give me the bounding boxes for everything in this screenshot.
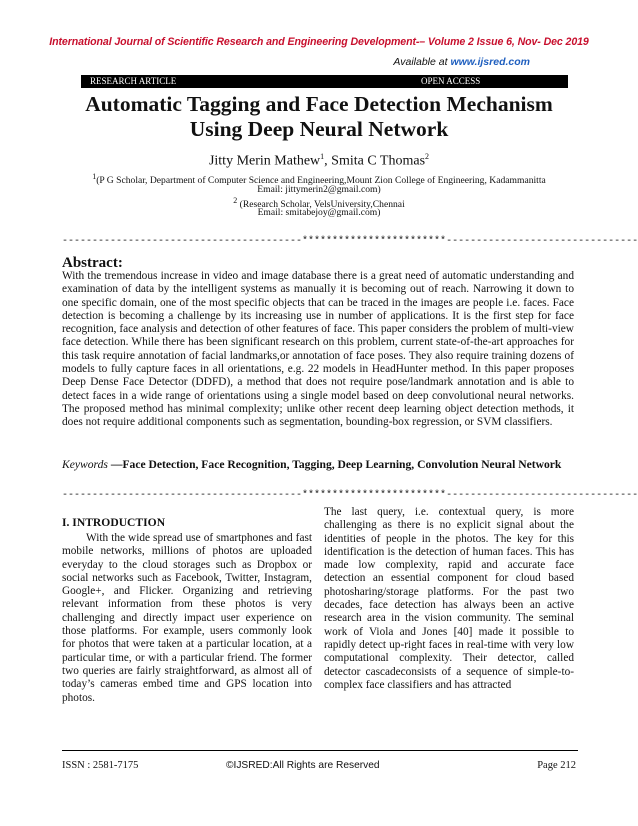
journal-header: International Journal of Scientific Research and Engineering Development-– Volume 2 Issue 6, Nov- Dec 2019 bbox=[49, 36, 589, 48]
intro-right-column bbox=[324, 506, 574, 692]
intro-left-column bbox=[62, 532, 312, 705]
separator-bottom: ----------------------------------------************************-------------------------------- bbox=[62, 490, 638, 501]
author-2: , Smita C Thomas bbox=[324, 153, 426, 169]
available-prefix: Available at bbox=[393, 56, 451, 68]
author-2-sup: 2 bbox=[425, 152, 430, 161]
keywords-list: —Face Detection, Face Recognition, Tagging, Deep Learning, Convolution Neural Network bbox=[107, 458, 562, 471]
footer-rule bbox=[62, 750, 578, 751]
paper-title bbox=[40, 92, 598, 142]
keywords-label: Keywords bbox=[62, 458, 108, 471]
authors bbox=[0, 152, 638, 170]
title-line-1: Automatic Tagging and Face Detection Mechanism bbox=[85, 92, 553, 116]
aff-2-sup: 2 bbox=[233, 196, 238, 205]
access-type: OPEN ACCESS bbox=[421, 76, 481, 86]
footer-page: Page 212 bbox=[537, 760, 576, 771]
author-1: Jitty Merin Mathew bbox=[208, 153, 321, 169]
separator-top: ----------------------------------------************************-------------------------------- bbox=[62, 236, 638, 247]
affiliation-1-email: Email: jittymerin2@gmail.com) bbox=[257, 184, 381, 195]
journal-link[interactable]: www.ijsred.com bbox=[450, 56, 530, 68]
aff-1-sup: 1 bbox=[92, 172, 97, 181]
intro-left-paragraph: With the wide spread use of smartphones and fast mobile networks, millions of photos are uploaded everyday to the cloud storages such as Dropbox or social networks such as Facebook, Twitter, Instagram, Google+, and Flicker. Organizing and retrieving relevant information from these photos is very challenging and directly impact user experience on those platforms. For example, users commonly look for photos that were taken at a particular location, at a particular time, or with a particular friend. The former two queries are fairly straightforward, as almost all of today’s cameras embed time and GPS location into photos. bbox=[62, 532, 312, 704]
title-line-2: Using Deep Neural Network bbox=[189, 117, 449, 141]
article-type: RESEARCH ARTICLE bbox=[90, 76, 177, 86]
intro-right-paragraph: The last query, i.e. contextual query, is more challenging as there is no explicit signal about the identities of people in the photos. The key for this identification is the detection of human faces. This has made low complexity, rapid and accurate face detection an essential component for cloud based photosharing/storage platforms. For the past two decades, face detection has always been an active research area in the vision community. The seminal work of Viola and Jones [40] made it possible to rapidly detect up-right faces in real-time with very low computational complexity. Their detector, called detector cascadeconsists of a sequence of simple-to-complex face classifiers and has attracted bbox=[324, 506, 574, 691]
abstract-text: With the tremendous increase in video and image database there is a great need of automatic understanding and examination of data by the intelligent systems as manually it is becoming out of reach. Narrowing it down to one specific domain, one of the most specific objects that can be traced in the images are people i.e. faces. Face detection is becoming a challenge by its increasing use in number of applications. It is the first step for face recognition, face analysis and detection of other features of face. This paper considers the problem of multi-view face detection. While there has been significant research on this problem, current state-of-the-art approaches for this task require annotation of facial landmarks,or annotation of face poses. They also require training dozens of models to fully capture faces in all orientations, e.g. 22 models in HeadHunter method. In this paper proposes Deep Dense Face Detector (DDFD), a method that does not require pose/landmark annotation and is able to detect faces in a wide range of orientations using a single model based on deep convolutional neural networks. The proposed method has minimal complexity; unlike other recent deep learning object detection methods, it does not require additional components such as segmentation, bounding-box regression, or SVM classifiers. bbox=[62, 270, 574, 429]
availability-line bbox=[393, 56, 530, 68]
affiliation-2-email: Email: smitabejoy@gmail.com) bbox=[257, 207, 381, 218]
footer-copyright: ©IJSRED:All Rights are Reserved bbox=[226, 760, 380, 771]
aff-2-text: (Research Scholar, VelsUniversity,Chennai bbox=[237, 199, 405, 211]
keywords bbox=[62, 458, 574, 472]
section-heading-introduction: I. INTRODUCTION bbox=[62, 516, 166, 529]
author-1-sup: 1 bbox=[320, 152, 325, 161]
aff-1-text: (P G Scholar, Department of Computer Science and Engineering,Mount Zion College of Engineering, Kadammanitta bbox=[96, 175, 546, 187]
abstract-heading: Abstract: bbox=[62, 255, 123, 271]
footer-issn: ISSN : 2581-7175 bbox=[62, 760, 139, 771]
article-type-bar bbox=[81, 75, 568, 88]
